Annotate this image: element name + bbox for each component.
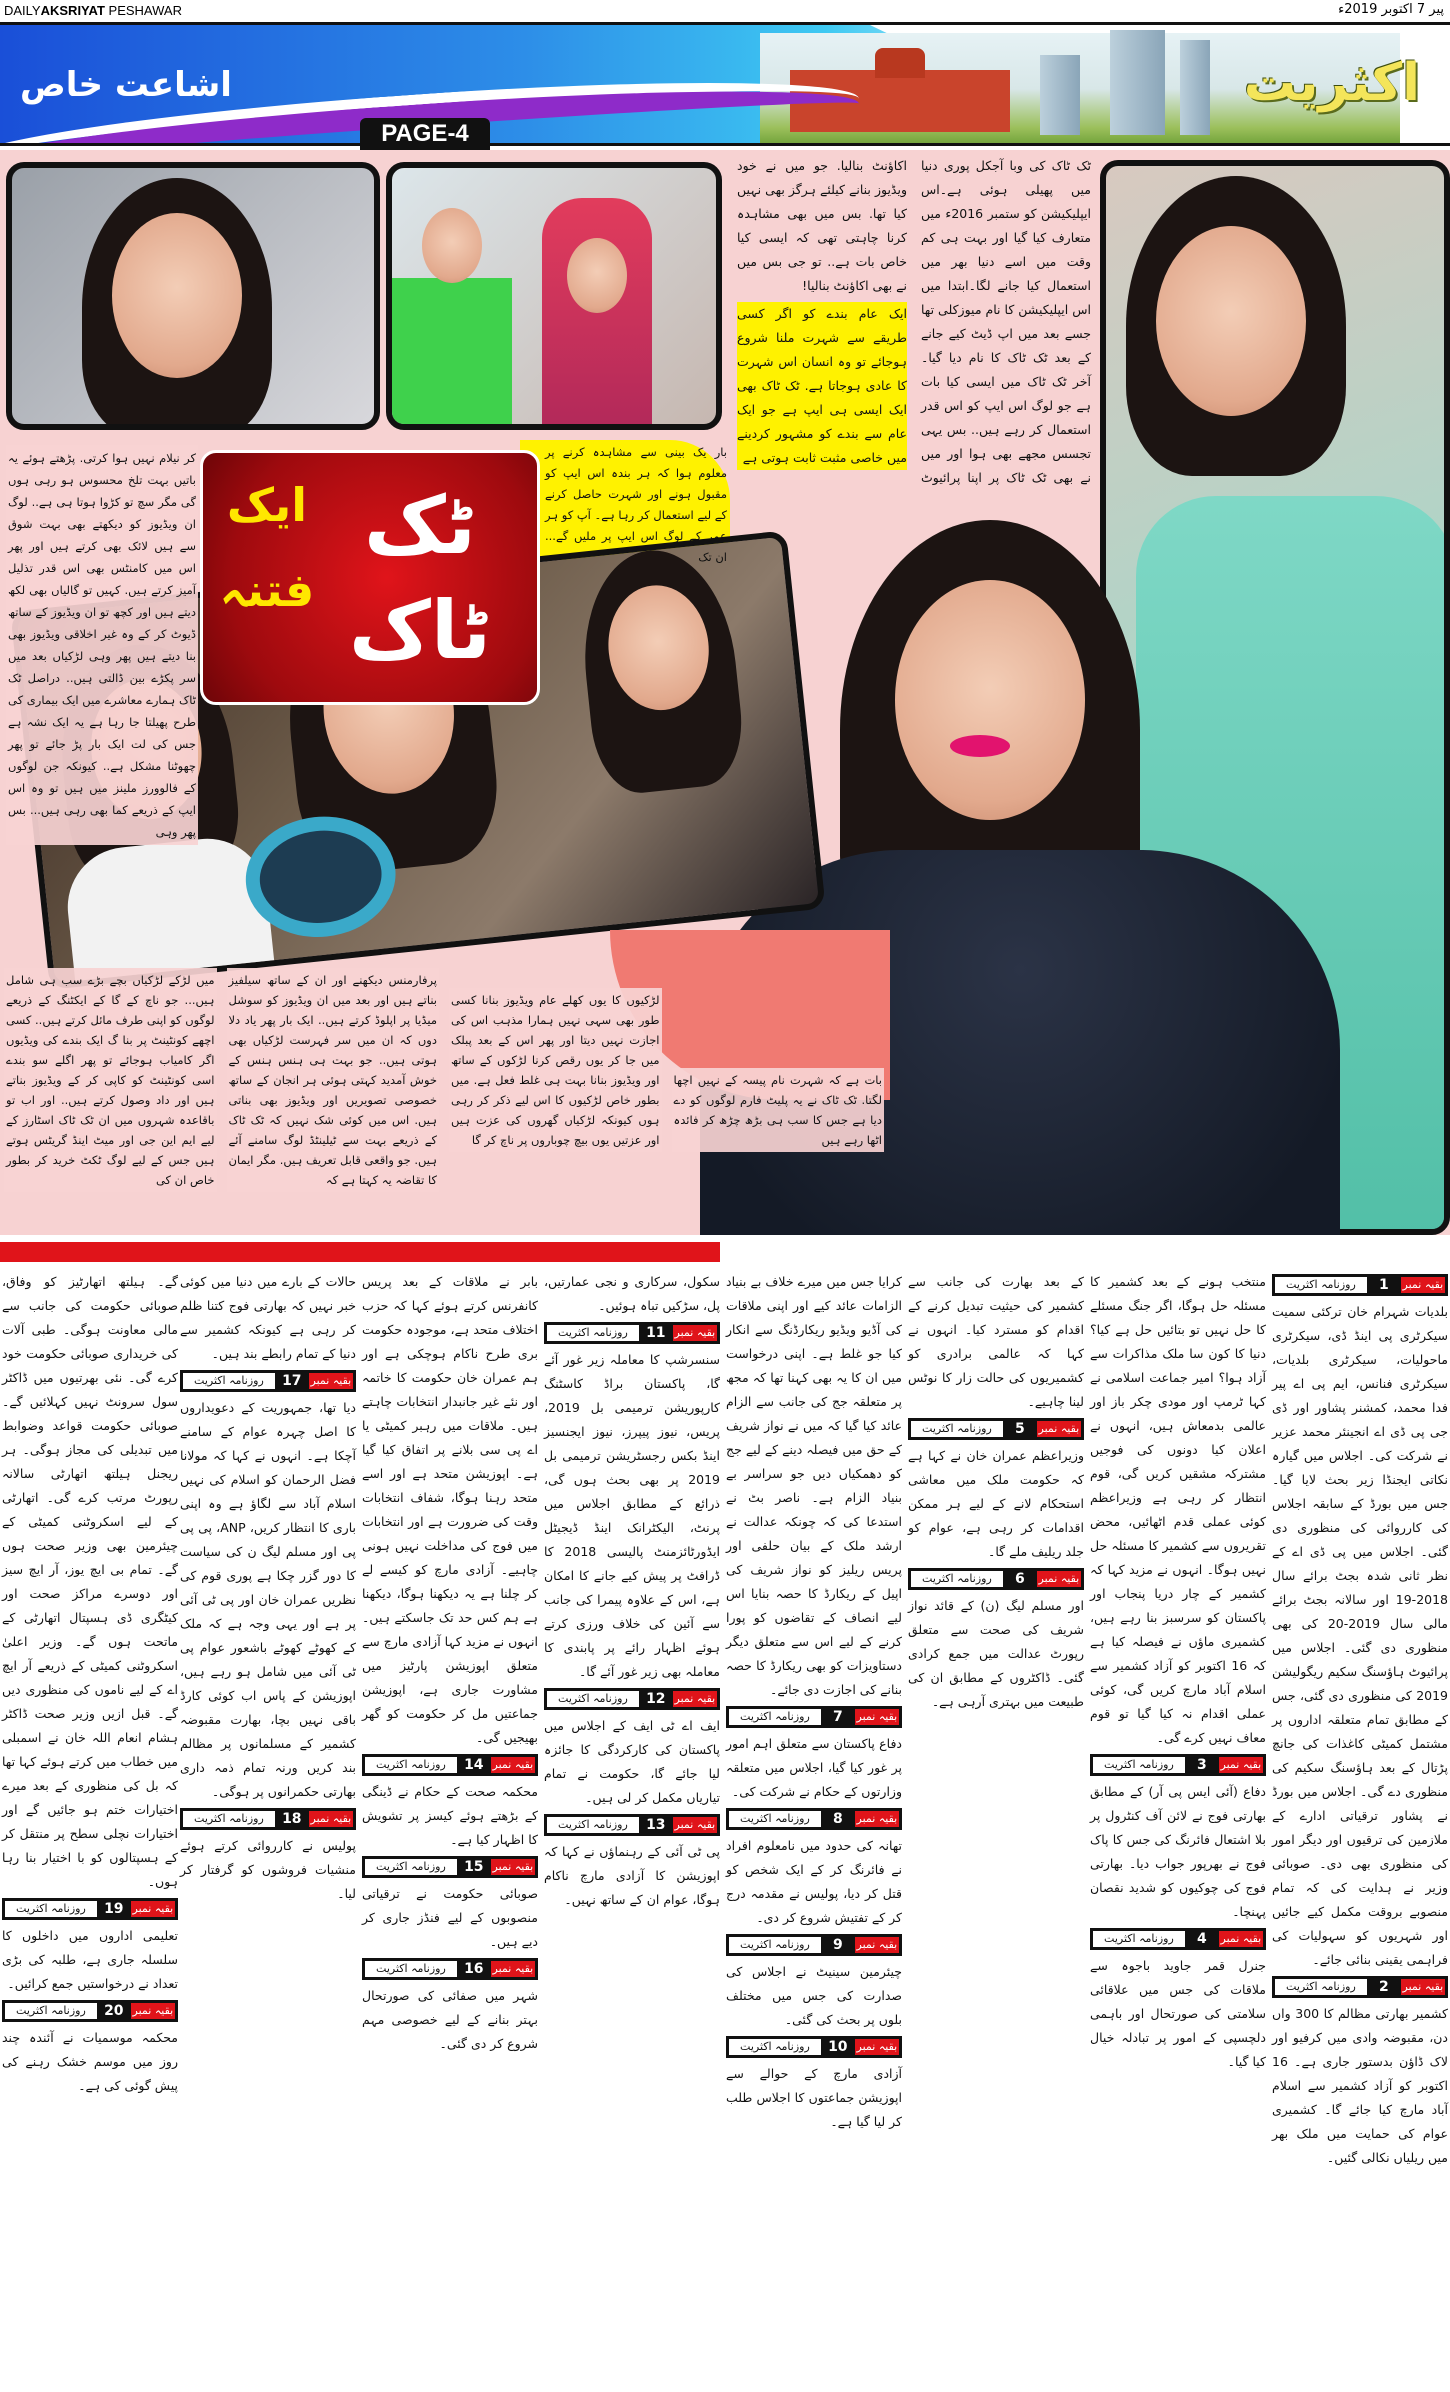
continuation-number: 5 — [1014, 1421, 1025, 1437]
publication-label: روزنامہ اکثریت — [183, 1811, 275, 1827]
continuation-header — [908, 1418, 1084, 1440]
continuation-number: 20 — [104, 2003, 124, 2019]
publication-label: روزنامہ اکثریت — [547, 1691, 639, 1707]
news-text: تعلیمی اداروں میں داخلوں کا سلسلہ جاری ہے، طلبہ کی بڑی تعداد نے درخواستیں جمع کرائیں۔ — [2, 1928, 178, 1991]
continuation-number: 19 — [104, 1901, 124, 1917]
news-text: تھانہ کی حدود میں نامعلوم افراد نے فائرنگ کر کے ایک شخص کو قتل کر دیا، پولیس نے مقدمہ درج کر کے تفتیش شروع کر دی۔ — [726, 1838, 902, 1925]
publication-label: روزنامہ اکثریت — [547, 1325, 639, 1341]
publication-label: روزنامہ اکثریت — [729, 1811, 821, 1827]
continuation-label: بقیہ نمبر — [1038, 1572, 1080, 1585]
publication-label: روزنامہ اکثریت — [1093, 1931, 1185, 1947]
continuation-number: 17 — [282, 1373, 302, 1389]
continuation-number: 16 — [464, 1961, 484, 1977]
continuation-header — [362, 1754, 538, 1776]
continuation-header — [908, 1568, 1084, 1590]
publication-label: روزنامہ اکثریت — [911, 1421, 1003, 1437]
continuation-label: بقیہ نمبر — [1402, 1980, 1444, 1993]
news-text: پولیس نے کارروائی کرتے ہوئے منشیات فروشوں کو گرفتار کر لیا۔ — [180, 1838, 356, 1901]
news-text: بلدیات شہرام خان ترکئی سمیت سیکرٹری پی اینڈ ڈی، سیکرٹری ماحولیات، سیکرٹری بلدیات، سیکرٹری فنانس، ایم پی اے پیر فدا محمد، کمشنر پشاور اور ڈی جی پی ڈی اے انجینئر محمد عزیر نے شرکت کی۔ اجلاس میں گیارہ نکاتی ایجنڈا زیر بحث لایا گیا۔ جس میں بورڈ کے سابقہ اجلاس کی کارروائی کی منظوری دی گئی۔ اجلاس میں پی ڈی اے کے نظر ثانی شدہ بجٹ برائے سال 2018-19 اور سالانہ بجٹ برائے مالی سال 2019-20 کی بھی منظوری دی گئی۔ اجلاس میں پرائیوٹ ہاؤسنگ سکیم ریگولیشن 2019 کی منظوری دی گئی، جس کے مطابق تمام متعلقہ اداروں پر مشتمل کمیٹی کاغذات کی جانچ پڑتال کے بعد ہاؤسنگ سکیم کی منظوری دے گی۔ اجلاس میں بورڈ نے پشاور ترقیاتی ادارے کے ملازمین کی ترقیوں اور دیگر امور کی منظوری بھی دی۔ صوبائی وزیر نے ہدایت کی کہ تمام منصوبے بروقت مکمل کیے جائیں اور شہریوں کو سہولیات کی فراہمی یقینی بنائی جائے۔ — [1272, 1304, 1448, 1967]
building-illustration — [1180, 40, 1210, 135]
feature-bottom-column: بات ہے کہ شہرت نام پیسہ کے نہیں اچھا لگتا. ٹک ٹاک نے یہ پلیٹ فارم لوگوں کو دے دیا ہے جس کا سب ہی بڑھ چڑھ کر فائدہ اٹھا رہے ہیں — [672, 1068, 885, 1152]
publication-label: روزنامہ اکثریت — [365, 1961, 457, 1977]
news-text: ایف اے ٹی ایف کے اجلاس میں پاکستان کی کارکردگی کا جائزہ لیا جائے گا، حکومت نے تمام تیاریاں مکمل کر لی ہیں۔ — [544, 1718, 720, 1805]
news-text: سکول، سرکاری و نجی عمارتیں، پل، سڑکیں تباہ ہوئیں۔ — [544, 1274, 720, 1313]
section-title: اشاعت خاص — [20, 65, 232, 105]
continuation-number: 1 — [1378, 1277, 1389, 1293]
photo-girl-portrait — [6, 162, 380, 430]
news-text: چیئرمین سینیٹ نے اجلاس کی صدارت کی جس میں مختلف بلوں پر بحث کی گئی۔ — [726, 1964, 902, 2027]
continuation-number: 14 — [464, 1757, 484, 1773]
publication-label: روزنامہ اکثریت — [365, 1859, 457, 1875]
news-column — [2, 1270, 178, 2098]
continuation-header — [726, 1808, 902, 1830]
continuation-label: بقیہ نمبر — [856, 1710, 898, 1723]
news-text: دفاع پاکستان سے متعلق اہم امور پر غور کیا گیا، اجلاس میں متعلقہ وزارتوں کے حکام نے شرکت کی۔ — [726, 1736, 902, 1799]
continuation-header — [180, 1808, 356, 1830]
news-column — [726, 1270, 902, 2134]
feature-middle-text: بار یک بینی سے مشاہدہ کرنے پر معلوم ہوا کہ ہر بندہ اس ایپ کو مقبول ہونے اور شہرت حاصل کرنے کے لیے استعمال کر رہا ہے۔ آپ کو ہر عمر کے لوگ اس ایپ پر ملیں گے... ان تک — [545, 445, 727, 564]
intro-text-left: کے بعد ٹک ٹاک کا نام دیا گیا۔ آخر ٹک ٹاک میں ایسی کیا بات ہے جو لوگ اس ایپ کو اس قدر استعمال کر رہے ہیں.. بس یہی تجسس مجھے بھی ہوا اور میں نے بھی ٹک ٹاک پر اپنا پرائیوٹ اکاؤنٹ بنالیا. جو میں نے خود ویڈیوز بنانے کیلئے ہرگز بھی نہیں کیا تھا. بس میں بھی مشاہدہ کرنا چاہتی تھی کہ ایسی کیا خاص بات ہے.. تو جی بس میں نے بھی اکاؤنٹ بنالیا! — [737, 158, 1091, 485]
building-illustration — [1040, 55, 1080, 135]
news-text: گے۔ ہیلتھ اتھارٹیز کو وفاق، صوبائی حکومت کی جانب سے مالی معاونت ہوگی۔ طبی آلات کی خریداری صوبائی حکومت خود کرے گی۔ نئی بھرتیوں میں ڈاکٹر سول سرونٹ نہیں کہلائیں گے۔ صوبائی حکومت قواعد وضوابط میں تبدیلی کی مجاز ہوگی۔ ہر ریجنل ہیلتھ اتھارٹی سالانہ رپورٹ مرتب کرے گی۔ اتھارٹی کے لیے اسکروٹنی کمیٹی کے چیئرمین بھی وزیر صحت ہوں گے۔ تمام بی ایچ یوز، آر ایچ سیز اور دوسرے مراکز صحت اور کیٹگری ڈی ہسپتال اتھارٹی کے ماتحت ہوں گے۔ وزیر اعلیٰ اسکروٹنی کمیٹی کے ذریعے آر ایچ اے کے لیے ناموں کی منظوری دیں گے۔ قبل ازیں وزیر صحت ڈاکٹر ہشام انعام اللہ خان نے اسمبلی میں خطاب میں کرتے ہوئے کہا تھا کہ بل کی منظوری کے بعد میرے اختیارات ختم ہو جائیں گے اور اختیارات نچلی سطح پر منتقل کر کے ہسپتالوں کو با اختیار بنا رہا ہوں۔ — [2, 1274, 178, 1889]
continuation-header — [544, 1814, 720, 1836]
red-divider — [0, 1242, 720, 1262]
news-column — [544, 1270, 720, 1912]
news-text: محکمہ موسمیات نے آئندہ چند روز میں موسم خشک رہنے کی پیش گوئی کی ہے۔ — [2, 2030, 178, 2093]
building-illustration — [1110, 30, 1165, 135]
publication-label: روزنامہ اکثریت — [183, 1373, 275, 1389]
headline-sub: فتنہ — [219, 563, 315, 617]
news-text: آزادی مارچ کے حوالے سے اپوزیشن جماعتوں کا اجلاس طلب کر لیا گیا ہے۔ — [726, 2066, 902, 2129]
continuation-label: بقیہ نمبر — [310, 1812, 352, 1825]
photo-girls-collage — [386, 162, 722, 430]
continuation-header — [2, 2000, 178, 2022]
feature-bottom-column: لڑکیوں کا یوں کھلے عام ویڈیوز بنانا کسی طور بھی سہی نہیں ہمارا مذہب اس کی اجازت نہیں دیتا اور پھر اس کے بعد پبلک میں جا کر یوں رقص کرنا لڑکوں کے ساتھ اور ویڈیوز بنانا بہت ہی غلط فعل ہے. میں بطور خاص لڑکیوں کا اس لیے ذکر کر رہی ہوں کیونکہ لڑکیاں گھروں کی عزت ہیں اور عزتیں یوں بیچ چوباروں پر ناچ کر گا — [449, 988, 662, 1152]
publication-label: روزنامہ اکثریت — [5, 2003, 97, 2019]
section-banner — [0, 22, 1450, 146]
headline-sub: ایک — [226, 478, 308, 532]
brand-prefix: DAILY — [4, 3, 41, 18]
news-text: وزیراعظم عمران خان نے کہا ہے کہ حکومت ملک میں معاشی استحکام لانے کے لیے ہر ممکن اقدامات کر رہی ہے، عوام کو جلد ریلیف ملے گا۔ — [908, 1448, 1084, 1559]
headline-box — [200, 450, 540, 705]
news-column — [1090, 1270, 1266, 2074]
continuation-label: بقیہ نمبر — [492, 1860, 534, 1873]
news-column — [180, 1270, 356, 1906]
continuation-header — [1272, 1976, 1448, 1998]
continuation-label: بقیہ نمبر — [856, 1812, 898, 1825]
news-text: اور مسلم لیگ (ن) کے قائد نواز شریف کی صحت سے متعلق رپورٹ عدالت میں جمع کرادی گئی۔ ڈاکٹروں کے مطابق ان کی طبیعت میں بہتری آرہی ہے۔ — [908, 1598, 1084, 1709]
page-number-tab: PAGE-4 — [360, 118, 490, 150]
continuation-label: بقیہ نمبر — [674, 1692, 716, 1705]
continuation-label: بقیہ نمبر — [674, 1818, 716, 1831]
continuation-number: 6 — [1014, 1571, 1025, 1587]
continuation-header — [2, 1898, 178, 1920]
continuation-header — [1090, 1928, 1266, 1950]
news-text: منتخب ہونے کے بعد کشمیر کا مسئلہ حل ہوگا، اگر جنگ مسئلے کا حل نہیں تو بتائیں حل ہے کیا؟ دنیا کا کون سا ملک مذاکرات سے آزاد ہوا؟ امیر جماعت اسلامی نے کہا ٹرمپ اور مودی چکر باز اور عالمی بدمعاش ہیں، انہوں نے اعلان کیا دونوں کی فوجیں مشترکہ مشقیں کریں گی، قوم انتظار کر رہی ہے وزیراعظم کوئی عملی قدم اٹھائیں، محض تقریروں سے کشمیر کا مسئلہ حل نہیں ہوگا۔ انہوں نے مزید کہا کہ کشمیر کے چار دریا پنجاب اور پاکستان کو سرسبز بنا رہے ہیں، کشمیری ماؤں نے فیصلہ کیا ہے کہ 16 اکتوبر کو آزاد کشمیر سے اسلام آباد مارچ کریں گی، کوئی عملی اقدام نہ کیا گیا تو قوم معاف نہیں کرے گی۔ — [1090, 1274, 1266, 1745]
publication-label: روزنامہ اکثریت — [729, 1937, 821, 1953]
publication-label: روزنامہ اکثریت — [729, 1709, 821, 1725]
continuation-header — [180, 1370, 356, 1392]
news-text: کے بعد بھارت کی جانب سے کشمیر کی حیثیت تبدیل کرنے کے اقدام کو مسترد کیا۔ انہوں نے کہا کہ عالمی برادری کو کشمیریوں کی حالت زار کا نوٹس لینا چاہیے۔ — [908, 1274, 1084, 1409]
continuation-number: 4 — [1196, 1931, 1207, 1947]
publication-label: روزنامہ اکثریت — [1275, 1277, 1367, 1293]
continuation-label: بقیہ نمبر — [132, 1902, 174, 1915]
top-line — [0, 0, 1450, 20]
news-column — [908, 1270, 1084, 1714]
news-text: محکمہ صحت کے حکام نے ڈینگی کے بڑھتے ہوئے کیسز پر تشویش کا اظہار کیا ہے۔ — [362, 1784, 538, 1847]
continuation-label: بقیہ نمبر — [856, 1938, 898, 1951]
publication-label: روزنامہ اکثریت — [1275, 1979, 1367, 1995]
continuation-number: 8 — [832, 1811, 843, 1827]
continuation-number: 12 — [646, 1691, 666, 1707]
intro-text-right: ٹک ٹاک کی وبا آجکل پوری دنیا میں پھیلی ہوئی ہے۔اس ایپلیکیشن کو ستمبر 2016ء میں متعارف کیا گیا اور بہت ہی کم وقت میں اسے دنیا بھر میں استعمال کیا جانے لگا۔ابتدا میں اس ایپلیکیشن کا نام میوزکلی تھا جسے بعد میں اپ ڈیٹ کیے جانے — [921, 158, 1091, 341]
continuation-label: بقیہ نمبر — [1038, 1422, 1080, 1435]
continuation-header — [544, 1688, 720, 1710]
continuation-number: 3 — [1196, 1757, 1207, 1773]
brand-line — [4, 3, 182, 18]
news-text: حالات کے بارے میں دنیا میں کوئی خبر نہیں کہ بھارتی فوج کتنا ظلم کر رہی ہے کیونکہ کشمیر سے دنیا کے تمام رابطے بند ہیں۔ — [180, 1274, 356, 1361]
issue-date: پیر 7 اکتوبر 2019ء — [1338, 2, 1444, 17]
continuation-number: 10 — [828, 2039, 848, 2055]
highlight-text: ایک عام بندے کو اگر کسی طریقے سے شہرت ملنا شروع ہوجائے تو وہ انسان اس شہرت کا عادی ہوجاتا ہے. ٹک ٹاک بھی ایک ایسی ہی ایپ ہے جو ایک عام سے بندے کو مشہور کردینے میں خاصی مثبت ثابت ہوتی ہے — [737, 302, 907, 470]
headline-main: ٹک ٹاک — [349, 479, 491, 677]
continuation-label: بقیہ نمبر — [1402, 1278, 1444, 1291]
feature-bottom-column: پرفارمنس دیکھنے اور ان کے ساتھ سیلفیز بناتے ہیں اور بعد میں ان ویڈیوز کو سوشل میڈیا پر اپلوڈ کرتے ہیں.. ایک بار پھر یاد دلا دوں کہ ان میں سر فہرست لڑکیاں بھی ہوتی ہیں.. جو بہت ہی ہنس ہنس کے خوش آمدید کہتی ہوئی ہر انجان کے ساتھ خصوصی تصویریں اور ویڈیوز بھی بناتی ہیں. اس میں کوئی شک نہیں کہ ٹک ٹاک کے ذریعے بہت سے ٹیلینٹڈ لوگ سامنے آئے ہیں. جو واقعی قابل تعریف ہیں. مگر ایمان کا تقاضہ یہ کہتا ہے کہ — [227, 968, 440, 1192]
publication-label: روزنامہ اکثریت — [547, 1817, 639, 1833]
continuation-label: بقیہ نمبر — [1220, 1932, 1262, 1945]
feature-intro — [735, 152, 1093, 496]
news-text: کشمیر بھارتی مظالم کا 300 واں دن، مقبوضہ وادی میں کرفیو اور لاک ڈاؤن بدستور جاری ہے۔ 16 اکتوبر کو آزاد کشمیر سے اسلام آباد مارچ کیا جائے گا۔ کشمیری عوام کی حمایت میں ملک بھر میں ریلیاں نکالی گئیں۔ — [1272, 2006, 1448, 2165]
continuation-number: 7 — [832, 1709, 843, 1725]
continuation-number: 15 — [464, 1859, 484, 1875]
news-text: بابر نے ملاقات کے بعد پریس کانفرنس کرتے ہوئے کہا کہ حزب اختلاف متحد ہے، موجودہ حکومت بری طرح ناکام ہوچکی ہے اور ہم عمران خان حکومت کا خاتمہ اور نئے غیر جانبدار انتخابات چاہتے ہیں۔ ملاقات میں رہبر کمیٹی یا اے پی سی بلانے پر اتفاق کیا گیا ہے۔ اپوزیشن متحد ہے اور اسے متحد رہنا ہوگا، شفاف انتخابات وقت کی ضرورت ہے اور انتخابات میں فوج کی مداخلت نہیں ہونی چاہیے۔ آزادی مارچ کو کیسے لے کر چلنا ہے یہ دیکھنا ہوگا، دیکھنا ہے ہم کس حد تک جاسکتے ہیں۔ انہوں نے مزید کہا آزادی مارچ سے متعلق اپوزیشن پارٹیز میں مشاورت جاری ہے، اپوزیشن جماعتیں مل کر حکومت کو گھر بھیجیں گی۔ — [361, 1274, 538, 1745]
publication-label: روزنامہ اکثریت — [365, 1757, 457, 1773]
continuation-label: بقیہ نمبر — [492, 1758, 534, 1771]
continuation-label: بقیہ نمبر — [492, 1962, 534, 1975]
publication-label: روزنامہ اکثریت — [1093, 1757, 1185, 1773]
news-text: شہر میں صفائی کی صورتحال بہتر بنانے کے لیے خصوصی مہم شروع کر دی گئی۔ — [362, 1988, 538, 2051]
news-text: دفاع (آئی ایس پی آر) کے مطابق بھارتی فوج نے لائن آف کنٹرول پر بلا اشتعال فائرنگ کی جس کا پاک فوج نے بھرپور جواب دیا۔ بھارتی فوج کی چوکیوں کو شدید نقصان پہنچا۔ — [1090, 1784, 1266, 1919]
news-text: سنسرشپ کا معاملہ زیر غور آئے گا، پاکستان براڈ کاسٹنگ کارپوریشن ترمیمی بل 2019، پریس، نیوز پیپرز، نیوز ایجنسیز اینڈ بکس رجسٹریشن ترمیمی بل 2019 پر بھی بحث ہوں گی، ذرائع کے مطابق اجلاس میں پرنٹ، الیکٹرانک اینڈ ڈیجیٹل ایڈورٹائزمنٹ پالیسی 2018 کا ڈرافٹ پر پیش کیے جانے کا امکان ہے، اس کے علاوہ پیمرا کی جانب سے آئین کی خلاف ورزی کرتے ہوئے اظہار رائے پر پابندی کا معاملہ بھی زیر غور آئے گا۔ — [544, 1352, 720, 1679]
feature-bottom-column: میں لڑکے لڑکیاں بچے بڑے سب ہی شامل ہیں... جو ناچ کے گا کے ایکٹنگ کے ذریعے لوگوں کو اپنی طرف مائل کرتے ہیں.. کسی اچھے کونٹینٹ پر بنا گ ایک بندے کی ویڈیوں اگر کامیاب ہوجائے تو پھر اگلے سو بندے اسی کونٹینٹ کو کاپی کر کے ویڈیوز بناتے ہیں اور داد وصول کرتے ہیں.. اور اب تو باقاعدہ شہروں میں ان ٹک ٹاک اسٹارز کے لیے ایم این جی اور میٹ اینڈ گریٹس ہوتے ہیں جس کے لیے لوگ ٹکٹ خرید کر بطور خاص ان کی — [4, 968, 217, 1192]
news-column — [1272, 1270, 1448, 2170]
brand-name: AKSRIYAT — [40, 3, 105, 18]
continuation-header — [362, 1856, 538, 1878]
continuation-header — [1272, 1274, 1448, 1296]
news-text: کرایا جس میں میرے خلاف بے بنیاد الزامات عائد کیے اور اپنی ملاقات کی آڈیو ویڈیو ریکارڈنگ سے انکار کیا جو غلط ہے۔ اپنی درخواست میں ان کا یہ بھی کہنا تھا کہ مجھ پر متعلقہ جج کی جانب سے الزام عائد کیا گیا کہ میں نے نواز شریف کے حق میں فیصلہ دینے کے لیے جج کو دھمکیاں دیں جو سراسر بے بنیاد الزام ہے۔ ناصر بٹ نے استدعا کی کہ چونکہ عدالت نے ارشد ملک کے بیان حلفی اور پریس ریلیز کو نواز شریف کی اپیل کے ریکارڈ کا حصہ بنایا اس لیے انصاف کے تقاضوں کو پورا کرنے کے لیے اس سے متعلق دیگر دستاویزات کو بھی ریکارڈ کا حصہ بنانے کی اجازت دی جائے۔ — [726, 1274, 902, 1697]
continuation-header — [726, 1934, 902, 1956]
brand-city: PESHAWAR — [108, 3, 182, 18]
continuation-label: بقیہ نمبر — [310, 1374, 352, 1387]
newspaper-logo: اکثریت — [1243, 53, 1420, 113]
feature-left-column: کر نیلام نہیں ہوا کرتی. پڑھتے ہوئے یہ باتیں بہت تلخ محسوس ہو رہی ہوں گی مگر سچ تو کڑوا ہوتا ہی ہے.. لوگ ان ویڈیوز کو دیکھتے بھی بہت شوق سے ہیں لائک بھی کرتے ہیں اور پھر اس میں کامنٹس بھی اس قدر تذلیل آمیز کرتے ہیں. کہیں تو گالیاں بھی لکھ دیتے ہیں اور کچھ تو ان ویڈیوز کے ساتھ ڈیوٹ کر کے وہ غیر اخلاقی ویڈیوز بھی بنا دیتے ہیں پھر وہی لڑکیاں بعد میں سر پکڑے بین ڈالتی ہیں.. دراصل ٹک ٹاک ہمارے معاشرے میں ایک بیماری کی طرح پھیلتا جا رہا ہے یہ ایک نشہ ہے جس کی لت ایک بار پڑ جائے تو پھر چھوٹنا مشکل ہے.. کیونکہ جن لوگوں کے فالوورز ملینز میں ہیں تو وہ اس ایپ کے ذریعے کما بھی رہی ہیں... بس پھر وہی — [6, 445, 198, 845]
continuation-header — [362, 1958, 538, 1980]
publication-label: روزنامہ اکثریت — [5, 1901, 97, 1917]
news-text: دیا تھا، جمہوریت کے دعویداروں کا اصل چہرہ عوام کے سامنے آچکا ہے۔ انہوں نے کہا کہ مولانا فضل الرحمان کو اسلام کی نہیں اسلام آباد سے لگاؤ ہے وہ اپنی باری کا انتظار کریں، ANP، پی پی پی اور مسلم لیگ ن کی سیاست کا دور گزر چکا ہے پوری قوم کی نظریں عمران خان اور پی ٹی آئی پر ہے اور یہی وجہ ہے کہ ملک کے کھوٹے کھوٹے باشعور عوام پی ٹی آئی میں شامل ہو رہے ہیں، اپوزیشن کے پاس اب کوئی کارڈ باقی نہیں بچا، بھارت مقبوضہ کشمیر کے مسلمانوں پر مظالم بند کریں ورنہ تمام ذمہ داری بھارتی حکمرانوں پر ہوگی۔ — [180, 1400, 356, 1799]
feature-bottom-text — [4, 968, 884, 1192]
publication-label: روزنامہ اکثریت — [729, 2039, 821, 2055]
continuation-label: بقیہ نمبر — [1220, 1758, 1262, 1771]
continuation-header — [726, 1706, 902, 1728]
continuation-number: 2 — [1378, 1979, 1389, 1995]
news-text: صوبائی حکومت نے ترقیاتی منصوبوں کے لیے فنڈز جاری کر دیے ہیں۔ — [362, 1886, 538, 1949]
continuation-header — [544, 1322, 720, 1344]
publication-label: روزنامہ اکثریت — [911, 1571, 1003, 1587]
news-column — [362, 1270, 538, 2056]
continuation-label: بقیہ نمبر — [132, 2004, 174, 2017]
continuation-header — [726, 2036, 902, 2058]
news-text: جنرل قمر جاوید باجوہ سے ملاقات کی جس میں علاقائی سلامتی کی صورتحال اور باہمی دلچسپی کے امور پر تبادلہ خیال کیا گیا۔ — [1090, 1958, 1266, 2069]
continuation-number: 9 — [832, 1937, 843, 1953]
continuation-number: 13 — [646, 1817, 666, 1833]
news-text: پی ٹی آئی کے رہنماؤں نے کہا کہ اپوزیشن کا آزادی مارچ ناکام ہوگا، عوام ان کے ساتھ نہیں۔ — [544, 1844, 720, 1907]
continuation-label: بقیہ نمبر — [674, 1326, 716, 1339]
continuation-number: 18 — [282, 1811, 302, 1827]
continuation-number: 11 — [646, 1325, 666, 1341]
continuation-header — [1090, 1754, 1266, 1776]
continuation-label: بقیہ نمبر — [856, 2040, 898, 2053]
